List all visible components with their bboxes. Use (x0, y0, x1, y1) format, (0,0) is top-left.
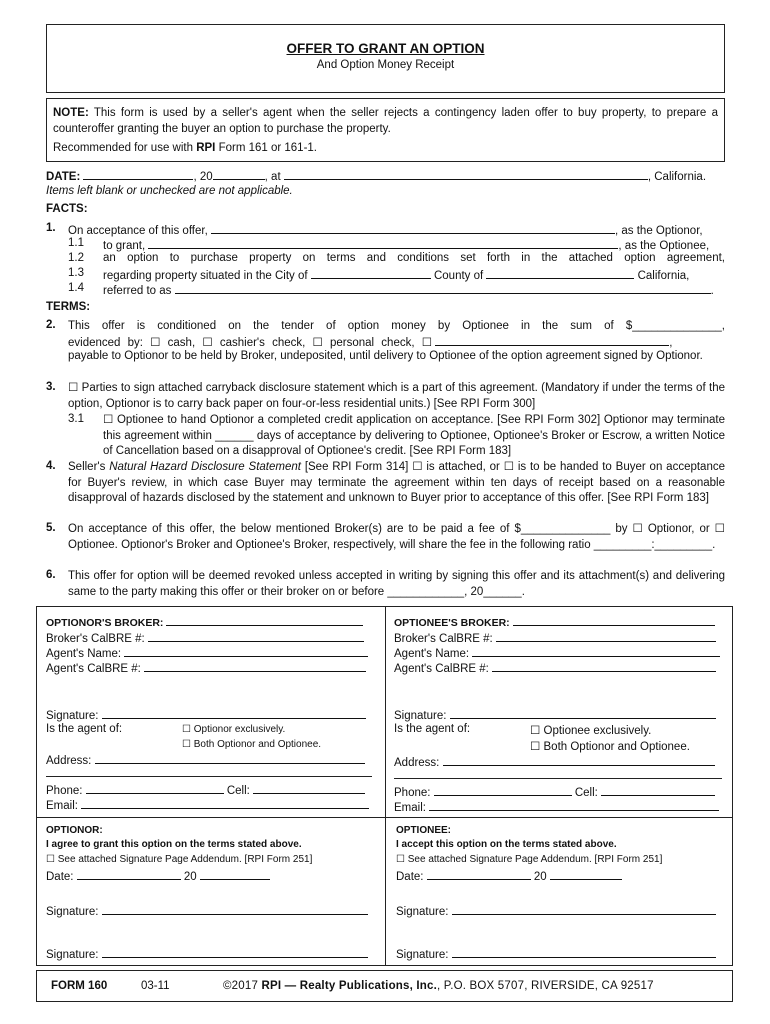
optionor-year-field[interactable] (200, 868, 270, 880)
optionee-broker-calbre-field[interactable] (496, 630, 716, 642)
optionee-heading: OPTIONEE: (396, 825, 452, 836)
term-2-line2: evidenced by: ☐ cash, ☐ cashier's check, ☐ personal check, ☐ , (68, 334, 672, 349)
optionee-broker-signature-field[interactable] (450, 707, 716, 719)
year-field[interactable] (213, 168, 265, 180)
footer-box (36, 970, 733, 1002)
term-5: On acceptance of this offer, the below mentioned Broker(s) are to be paid a fee of $______________ by ☐ Optionor, or ☐ Optionee. Optionor's Broker and Optionee's Broker, respectively, will share the fee in the following ratio _________:_________. (68, 523, 725, 551)
county-field[interactable] (486, 267, 634, 279)
other-payment-field[interactable] (435, 334, 669, 346)
optionee-broker-address-line2[interactable] (394, 778, 722, 779)
optionee-addendum-checkbox[interactable]: ☐ See attached Signature Page Addendum. [RPI Form 251] (396, 854, 663, 865)
fact-1-2: an option to purchase property on terms and conditions set forth in the attached option agreement, (103, 252, 725, 264)
note-recommended: Recommended for use with RPI Form 161 or 161-1. (53, 142, 317, 154)
optionee-agent-both-checkbox[interactable]: ☐ Both Optionor and Optionee. (530, 741, 690, 753)
date-line: DATE: , 20 , at , California. (46, 168, 706, 184)
optionee-signature-2-field[interactable] (452, 946, 716, 958)
optionor-name-field[interactable] (211, 222, 615, 234)
grid-divider-vertical (385, 606, 386, 966)
optionor-broker-phone-field[interactable] (86, 782, 224, 794)
optionor-addendum-checkbox[interactable]: ☐ See attached Signature Page Addendum. [RPI Form 251] (46, 854, 313, 865)
optionor-signature-1-field[interactable] (102, 903, 368, 915)
blank-note: Items left blank or unchecked are not applicable. (46, 185, 293, 197)
property-description-field[interactable] (175, 282, 711, 294)
note-body: This form is used by a seller's agent when the seller rejects a contingency laden offer to buy property, to prepare a counteroffer granting the buyer an option to purchase the property. (53, 107, 718, 135)
optionor-broker-cell-field[interactable] (253, 782, 365, 794)
optionor-broker-address-line2[interactable] (46, 776, 372, 777)
term-4: Seller's Natural Hazard Disclosure Statement [See RPI Form 314] ☐ is attached, or ☐ is to be handed to Buyer on acceptance for Buyer's review, in which case Buyer may terminate the agreement within ten days of receipt based on a reasonable disapproval of hazards disclosed by the statement and unknown to Buyer prior to acceptance of this offer. [See RPI Form 183] (68, 461, 725, 504)
note-box (46, 98, 725, 162)
optionee-agent-exclusive-checkbox[interactable]: ☐ Optionee exclusively. (530, 725, 652, 737)
optionee-agent-calbre-field[interactable] (492, 660, 716, 672)
note-label: NOTE: (53, 107, 89, 119)
note-text (53, 105, 718, 137)
date-field[interactable] (83, 168, 193, 180)
optionor-agent-both-checkbox[interactable]: ☐ Both Optionor and Optionee. (182, 739, 322, 750)
optionor-broker-name-field[interactable] (166, 614, 363, 626)
fact-1: On acceptance of this offer, , as the Optionor, (68, 222, 703, 237)
optionee-year-field[interactable] (550, 868, 622, 880)
optionee-broker-cell-field[interactable] (601, 784, 715, 796)
page-subtitle: And Option Money Receipt (316, 59, 455, 71)
form-number: FORM 160 (51, 980, 108, 992)
city-field[interactable] (311, 267, 431, 279)
optionor-broker-calbre-field[interactable] (148, 630, 364, 642)
fact-1-1: to grant, , as the Optionee, (103, 237, 709, 252)
facts-heading: FACTS: (46, 203, 88, 215)
title-box (46, 24, 725, 93)
optionee-statement: I accept this option on the terms stated above. (396, 839, 617, 850)
optionor-broker-signature-field[interactable] (102, 707, 366, 719)
term-3: ☐ Parties to sign attached carryback disclosure statement which is a part of this agreement. (Mandatory if under the terms of the option, Optionor is to carry back paper on four-or-less residential units.) [See RPI Form 300] (68, 382, 725, 410)
optionee-signature-1-field[interactable] (452, 903, 716, 915)
optionor-agent-calbre-field[interactable] (144, 660, 366, 672)
location-field[interactable] (284, 168, 648, 180)
fact-1-4: referred to as . (103, 282, 714, 297)
term-2-line1: This offer is conditioned on the tender of option money by Optionee in the sum of $______________, (68, 320, 725, 332)
optionee-broker-name-field[interactable] (513, 614, 715, 626)
optionor-heading: OPTIONOR: (46, 825, 103, 836)
term-3-1: ☐ Optionee to hand Optionor a completed credit application on acceptance. [See RPI Form 302] Optionor may terminate this agreement within ______ days of acceptance by delivering to Optionee, Optionee's Broker or Escrow, a written Notice of Cancellation based on a disapproval of Optionee's credit. [See RPI Form 183] (103, 414, 725, 457)
term-6: This offer for option will be deemed revoked unless accepted in writing by signing this offer and its attachment(s) and delivering same to the party making this offer or their broker on or before ____________, 20______. (68, 570, 725, 598)
optionor-broker-address-field[interactable] (95, 752, 365, 764)
fact-1-3: regarding property situated in the City of County of California, (103, 267, 689, 282)
optionor-broker-heading: OPTIONOR'S BROKER: (46, 614, 363, 629)
term-2-line3: payable to Optionor to be held by Broker, undeposited, until delivery to Optionee of the option agreement signed by Optionor. (68, 350, 703, 362)
page-title: OFFER TO GRANT AN OPTION (286, 41, 485, 56)
optionee-name-field[interactable] (148, 237, 618, 249)
footer-publisher: ©2017 RPI — Realty Publications, Inc., P.O. BOX 5707, RIVERSIDE, CA 92517 (223, 980, 654, 992)
optionee-date-field[interactable] (427, 868, 531, 880)
optionee-broker-heading: OPTIONEE'S BROKER: (394, 614, 715, 629)
optionor-agent-name-field[interactable] (124, 645, 368, 657)
form-revision: 03-11 (141, 980, 170, 992)
terms-heading: TERMS: (46, 301, 91, 313)
optionor-date-field[interactable] (77, 868, 181, 880)
optionee-broker-address-field[interactable] (443, 754, 715, 766)
optionor-signature-2-field[interactable] (102, 946, 368, 958)
optionee-broker-phone-field[interactable] (434, 784, 572, 796)
optionor-agent-exclusive-checkbox[interactable]: ☐ Optionor exclusively. (182, 724, 286, 735)
optionor-statement: I agree to grant this option on the terms stated above. (46, 839, 302, 850)
optionor-broker-email-field[interactable] (81, 797, 369, 809)
optionee-broker-email-field[interactable] (429, 799, 719, 811)
grid-divider-horizontal (36, 817, 733, 818)
optionee-agent-name-field[interactable] (472, 645, 720, 657)
